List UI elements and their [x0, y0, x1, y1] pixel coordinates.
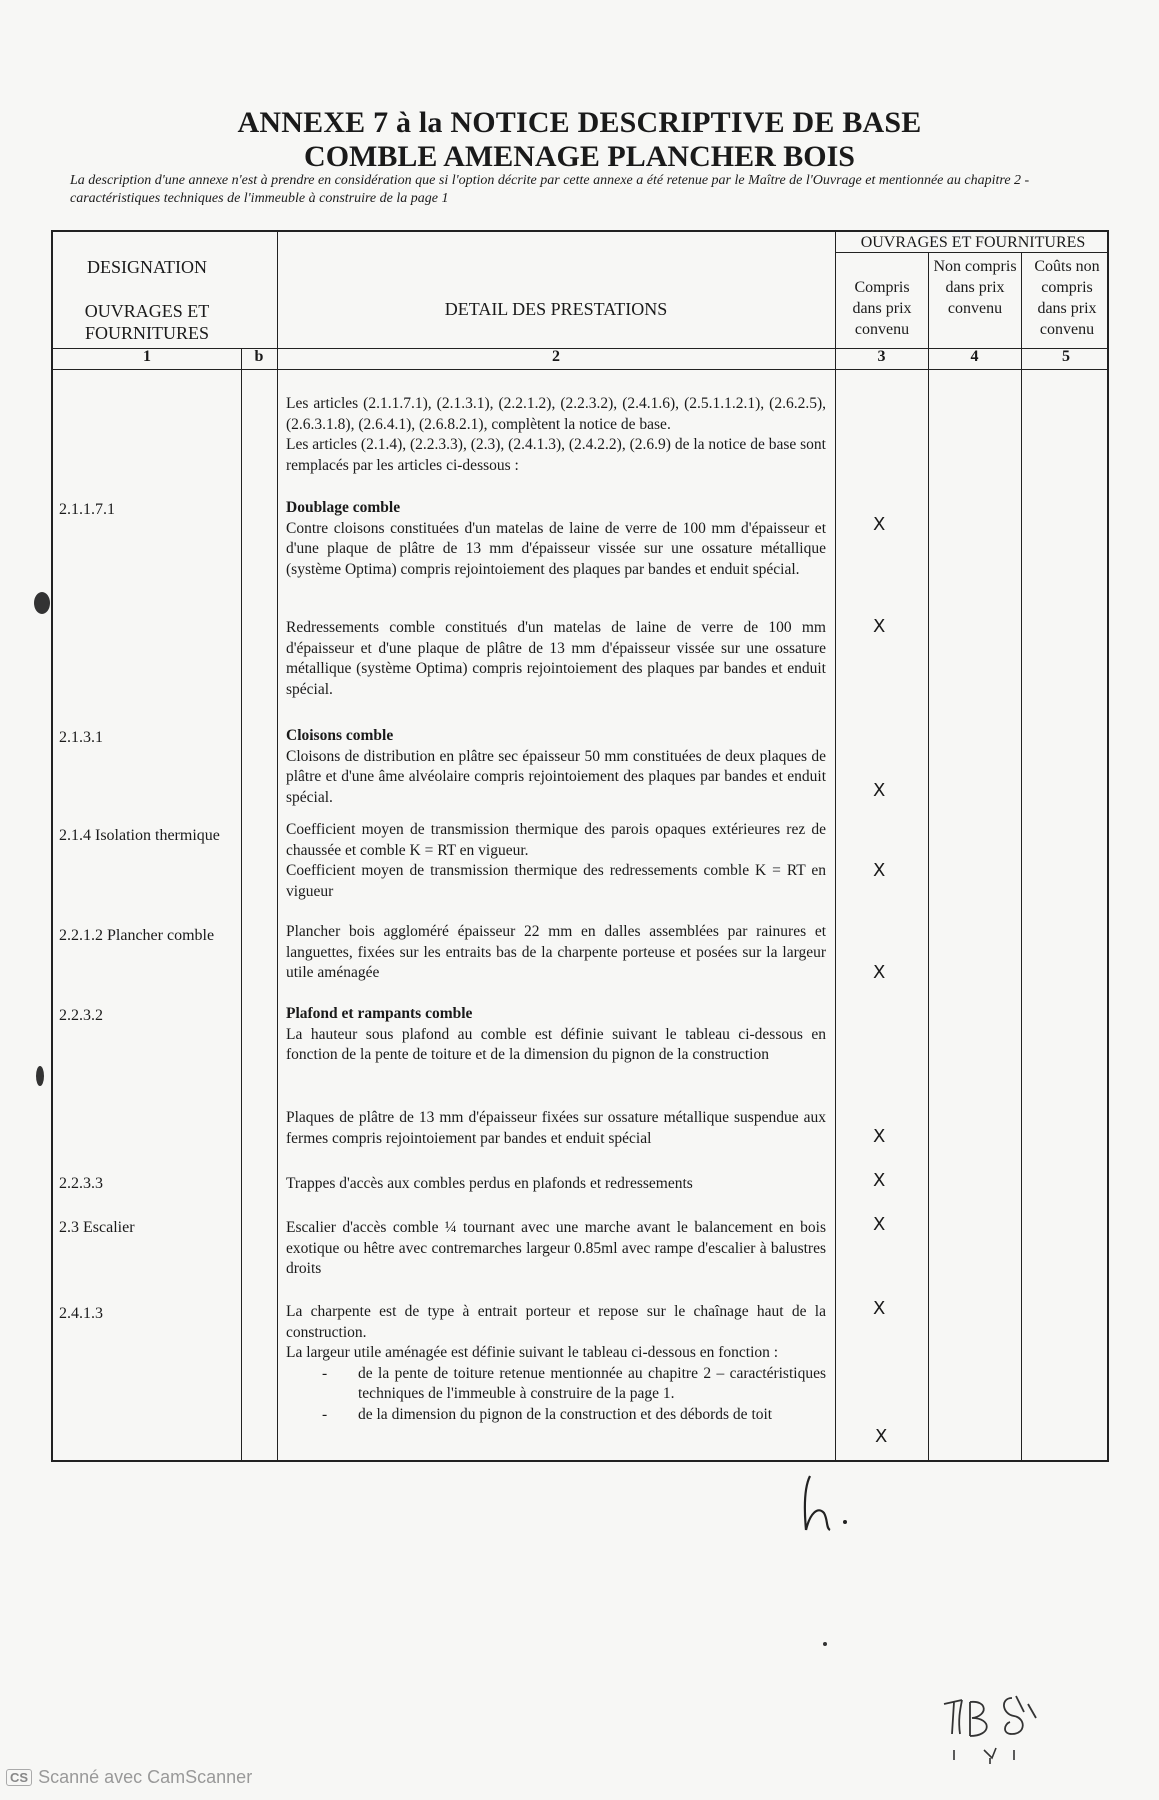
row-text: Plancher bois aggloméré épaisseur 22 mm en dalles assemblées par rainures et languettes, fixées sur les entraits bas de la charpente porteuse et posées sur la largeur utile aménagée	[286, 923, 826, 981]
intro-note: La description d'une annexe n'est à prendre en considération que si l'option décrite par cette annexe a été retenue par le Maître de l'Ouvrage et mentionnée au chapitre 2 - caractéristiques techniques de l'immeuble à construire de la page 1	[70, 173, 1030, 206]
articles-intro	[286, 394, 826, 476]
articles-complement: Les articles (2.1.1.7.1), (2.1.3.1), (2.2.1.2), (2.2.3.2), (2.4.1.6), (2.5.1.1.2.1), (2.6.2.5), (2.6.3.1.8), (2.6.4.1), (2.6.8.2.1), complètent la notice de base.	[286, 395, 826, 433]
header-group: OUVRAGES ET FOURNITURES	[860, 234, 1086, 251]
handwritten-note-drawing	[940, 1690, 1090, 1770]
handwritten-initials	[800, 1468, 870, 1543]
row-code: 2.2.3.3	[59, 1175, 103, 1192]
mark-compris: X	[873, 1126, 886, 1147]
row-bullet-list	[286, 1364, 826, 1426]
row-text: Plaques de plâtre de 13 mm d'épaisseur fixées sur ossature métallique suspendue aux fermes compris rejointoiement par bandes et enduit spécial	[286, 1109, 826, 1147]
page-title: ANNEXE 7 à la NOTICE DESCRIPTIVE DE BASE	[237, 106, 922, 139]
list-item: - de la pente de toiture retenue mentionnée au chapitre 2 – caractéristiques techniques de l'immeuble à construire de la page 1.	[286, 1364, 826, 1405]
row-text: Coefficient moyen de transmission thermique des redressements comble K = RT en vigueur	[286, 862, 826, 900]
mark-compris: X	[873, 1214, 886, 1235]
handwritten-note	[940, 1690, 1090, 1775]
row-text: Redressements comble constitués d'un matelas de laine de verre de 100 mm d'épaisseur et d'une plaque de plâtre de 13 mm d'épaisseur vissée sur une ossature métallique (système Optima) compris rejointoiement des plaques par bandes et enduit spécial.	[286, 619, 826, 698]
mark-compris: X	[873, 514, 886, 535]
row-detail	[286, 1108, 826, 1149]
mark-compris: X	[873, 860, 886, 881]
col-number-2: 2	[552, 348, 560, 365]
row-title: Cloisons comble	[286, 727, 394, 744]
mark-compris: X	[873, 1298, 886, 1319]
header-compris: Compris dans prix convenu	[852, 279, 912, 338]
header-non-compris: Non compris dans prix convenu	[933, 258, 1017, 317]
col-number-3: 3	[877, 348, 886, 365]
mark-compris: X	[875, 1426, 888, 1447]
row-detail	[286, 820, 826, 902]
row-text: La largeur utile aménagée est définie suivant le tableau ci-dessous en fonction :	[286, 1344, 779, 1361]
row-code: 2.1.1.7.1	[59, 501, 115, 518]
row-code: 2.1.3.1	[59, 729, 103, 746]
row-text: Cloisons de distribution en plâtre sec épaisseur 50 mm constituées de deux plaques de plâtre et d'une âme alvéolaire compris rejointoiement des plaques par bandes et enduit spécial.	[286, 747, 826, 806]
col-number-1: 1	[143, 348, 151, 365]
row-text: Contre cloisons constituées d'un matelas de laine de verre de 100 mm d'épaisseur et d'une plaque de plâtre de 13 mm d'épaisseur vissée sur une ossature métallique (système Optima) compris rejointoiement des plaques par bandes et enduit spécial.	[286, 519, 826, 578]
row-detail	[286, 726, 826, 808]
header-detail: DETAIL DES PRESTATIONS	[444, 299, 668, 319]
scan-hole-mark	[34, 592, 50, 614]
row-code: 2.2.3.2	[59, 1007, 103, 1024]
mark-compris: X	[873, 962, 886, 983]
row-detail	[286, 1218, 826, 1280]
row-text: La hauteur sous plafond au comble est définie suivant le tableau ci-dessous en fonction de la pente de toiture et de la dimension du pignon de la construction	[286, 1025, 826, 1063]
scan-hole-mark	[36, 1066, 44, 1086]
row-text: Escalier d'accès comble ¼ tournant avec une marche avant le balancement en bois exotique ou hêtre avec contremarches largeur 0.85ml avec rampe d'escalier à balustres droits	[286, 1219, 826, 1277]
mark-compris: X	[873, 616, 886, 637]
row-code: 2.3 Escalier	[59, 1219, 135, 1236]
row-detail	[286, 1302, 826, 1425]
initials-signature	[800, 1468, 870, 1538]
row-text: La charpente est de type à entrait porteur et repose sur le chaînage haut de la construction.	[286, 1303, 826, 1341]
list-item: - de la dimension du pignon de la construction et des débords de toit	[286, 1405, 826, 1426]
col-number-5: 5	[1062, 348, 1070, 365]
row-detail	[286, 498, 826, 580]
prestations-table	[51, 230, 1109, 1462]
row-detail	[286, 1174, 826, 1195]
header-couts-non-compris: Coûts non compris dans prix convenu	[1034, 258, 1100, 338]
articles-replacement: Les articles (2.1.4), (2.2.3.3), (2.3), (2.4.1.3), (2.4.2.2), (2.6.9) de la notice de base sont remplacés par les articles ci-dessous :	[286, 436, 826, 474]
scanner-label: Scanné avec CamScanner	[38, 1767, 253, 1787]
scan-speck	[823, 1642, 827, 1646]
row-title: Plafond et rampants comble	[286, 1005, 473, 1022]
row-code: 2.4.1.3	[59, 1305, 103, 1322]
col-number-b: b	[254, 348, 264, 365]
row-detail	[286, 618, 826, 700]
row-detail	[286, 1004, 826, 1066]
row-code: 2.1.4 Isolation thermique	[59, 827, 220, 844]
header-designation: DESIGNATION	[87, 257, 207, 277]
camscanner-logo-icon: CS	[6, 1769, 32, 1786]
row-detail	[286, 922, 826, 984]
scanner-watermark	[6, 1767, 252, 1788]
mark-compris: X	[873, 1170, 886, 1191]
row-text: Coefficient moyen de transmission thermique des parois opaques extérieures rez de chaussée et comble K = RT en vigueur.	[286, 821, 826, 859]
row-title: Doublage comble	[286, 499, 401, 516]
header-ouvrages-fournitures: OUVRAGES ET FOURNITURES	[84, 301, 210, 343]
mark-compris: X	[873, 780, 886, 801]
row-text: Trappes d'accès aux combles perdus en plafonds et redressements	[286, 1175, 693, 1192]
row-code: 2.2.1.2 Plancher comble	[59, 927, 215, 944]
col-number-4: 4	[970, 348, 979, 365]
page-subtitle: COMBLE AMENAGE PLANCHER BOIS	[304, 140, 855, 173]
